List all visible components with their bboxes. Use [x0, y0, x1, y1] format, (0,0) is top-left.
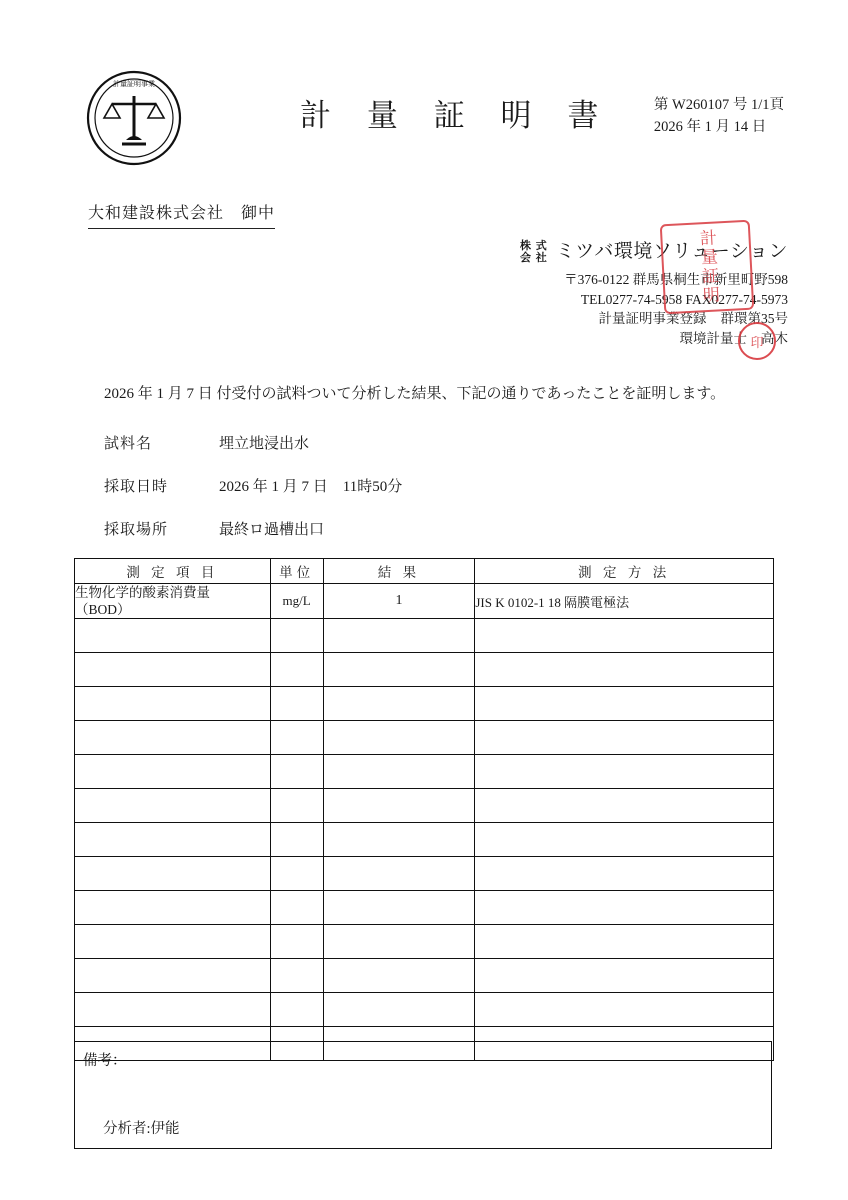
cell-item: [75, 653, 271, 687]
cell-item: [75, 891, 271, 925]
cell-method: [475, 823, 774, 857]
doc-no-label: 第: [653, 97, 669, 113]
cell-result: [323, 619, 475, 653]
sample-name-label: 試料名: [104, 436, 153, 452]
cell-item: [75, 789, 271, 823]
cell-item: [75, 993, 271, 1027]
cell-unit: [270, 687, 323, 721]
table-row: [75, 721, 774, 755]
issuer-company-name: ミツバ環境ソリューション: [555, 240, 788, 263]
cell-result: [323, 823, 475, 857]
header-result: 結 果: [323, 559, 475, 584]
cell-result: [323, 755, 475, 789]
cell-unit: [270, 857, 323, 891]
cell-unit: mg/L: [270, 584, 323, 619]
cell-method: [475, 993, 774, 1027]
issuer-tel-fax: TEL0277-74-5958 FAX0277-74-5973: [580, 291, 788, 307]
results-table: [74, 558, 774, 1061]
cell-unit: [270, 891, 323, 925]
table-row: [75, 755, 774, 789]
cell-unit: [270, 925, 323, 959]
cell-result: [323, 857, 475, 891]
sampling-location-value: 最終ロ過槽出口: [219, 522, 325, 538]
cell-result: [323, 891, 475, 925]
table-row: [75, 584, 774, 619]
cell-result: [323, 789, 475, 823]
cell-unit: [270, 653, 323, 687]
sampling-location-label: 採取場所: [104, 522, 169, 538]
issuer-address: 〒376-0122 群馬県桐生市新里町野598: [564, 272, 788, 287]
personal-seal-stamp: 印: [738, 322, 776, 360]
cell-item: [75, 857, 271, 891]
cell-method: [475, 653, 774, 687]
cell-unit: [270, 755, 323, 789]
cell-result: [323, 993, 475, 1027]
remarks-label: 備考：: [83, 1053, 127, 1069]
sample-info-row: [104, 432, 764, 453]
document-header: [0, 62, 848, 172]
table-row: [75, 789, 774, 823]
header-unit: 単位: [270, 559, 323, 584]
cell-unit: [270, 619, 323, 653]
cell-item: [75, 925, 271, 959]
results-table-body: [75, 584, 774, 1061]
cell-item: 生物化学的酸素消費量 （BOD）: [75, 584, 271, 619]
sampling-datetime-value: 2026 年 1 月 7 日 11時50分: [219, 479, 403, 495]
issuer-certifier: 環境計量士 高木: [679, 330, 788, 346]
cell-item: [75, 755, 271, 789]
table-row: [75, 619, 774, 653]
sample-info: [104, 432, 764, 561]
document-number-line: [654, 94, 784, 116]
cell-method: [475, 619, 774, 653]
sampling-datetime-label: 採取日時: [104, 479, 169, 495]
cell-item: [75, 823, 271, 857]
cell-result: [323, 959, 475, 993]
cell-unit: [270, 959, 323, 993]
svg-text:計量証明事業: 計量証明事業: [113, 80, 155, 88]
table-row: [75, 653, 774, 687]
cell-unit: [270, 721, 323, 755]
cell-method: [475, 857, 774, 891]
table-row: [75, 857, 774, 891]
cell-result: [323, 721, 475, 755]
issue-date: 2026 年 1 月 14 日: [653, 119, 767, 135]
table-row: [75, 925, 774, 959]
cell-method: [475, 891, 774, 925]
header-method: 測 定 方 法: [475, 559, 774, 584]
sample-name-value: 埋立地浸出水: [219, 436, 310, 452]
cell-result: [323, 925, 475, 959]
cell-item: [75, 619, 271, 653]
addressee: 大和建設株式会社 御中: [88, 200, 275, 229]
official-seal-stamp: 計量証明: [660, 220, 755, 315]
cell-result: [323, 653, 475, 687]
cell-item: [75, 959, 271, 993]
table-row: [75, 687, 774, 721]
cell-unit: [270, 993, 323, 1027]
cell-method: [475, 959, 774, 993]
certification-statement: 2026 年 1 月 7 日 付受付の試料ついて分析した結果、下記の通りであったことを証明します。: [104, 386, 726, 402]
corporate-form-label: 株 式 会 社: [519, 240, 548, 264]
issuer-registration: 計量証明事業登録 群環第35号: [598, 311, 788, 326]
sample-info-row: [104, 475, 764, 496]
doc-no-suffix: 号: [732, 97, 748, 113]
cell-method: [475, 755, 774, 789]
cell-method: [475, 925, 774, 959]
table-row: [75, 959, 774, 993]
sample-info-row: [104, 518, 764, 539]
cell-item: [75, 687, 271, 721]
page-number: 1/1頁: [750, 97, 784, 113]
cell-method: JIS K 0102-1 18 隔膜電極法: [475, 584, 774, 619]
doc-no-value: W260107: [672, 97, 730, 113]
cell-item: [75, 721, 271, 755]
table-row: [75, 891, 774, 925]
cell-method: [475, 721, 774, 755]
cell-method: [475, 687, 774, 721]
table-row: [75, 993, 774, 1027]
header-item: 測 定 項 目: [75, 559, 271, 584]
page-title: 計 量 証 明 書: [300, 98, 612, 134]
cell-unit: [270, 789, 323, 823]
cell-method: [475, 789, 774, 823]
remarks-box: [74, 1041, 772, 1149]
table-row: [75, 823, 774, 857]
company-logo-icon: [86, 70, 182, 166]
analyst-name: 分析者:伊能: [103, 1121, 180, 1137]
table-header-row: [75, 559, 774, 584]
document-meta: [654, 94, 784, 138]
cell-result: [323, 687, 475, 721]
cell-result: 1: [323, 584, 475, 619]
cell-unit: [270, 823, 323, 857]
